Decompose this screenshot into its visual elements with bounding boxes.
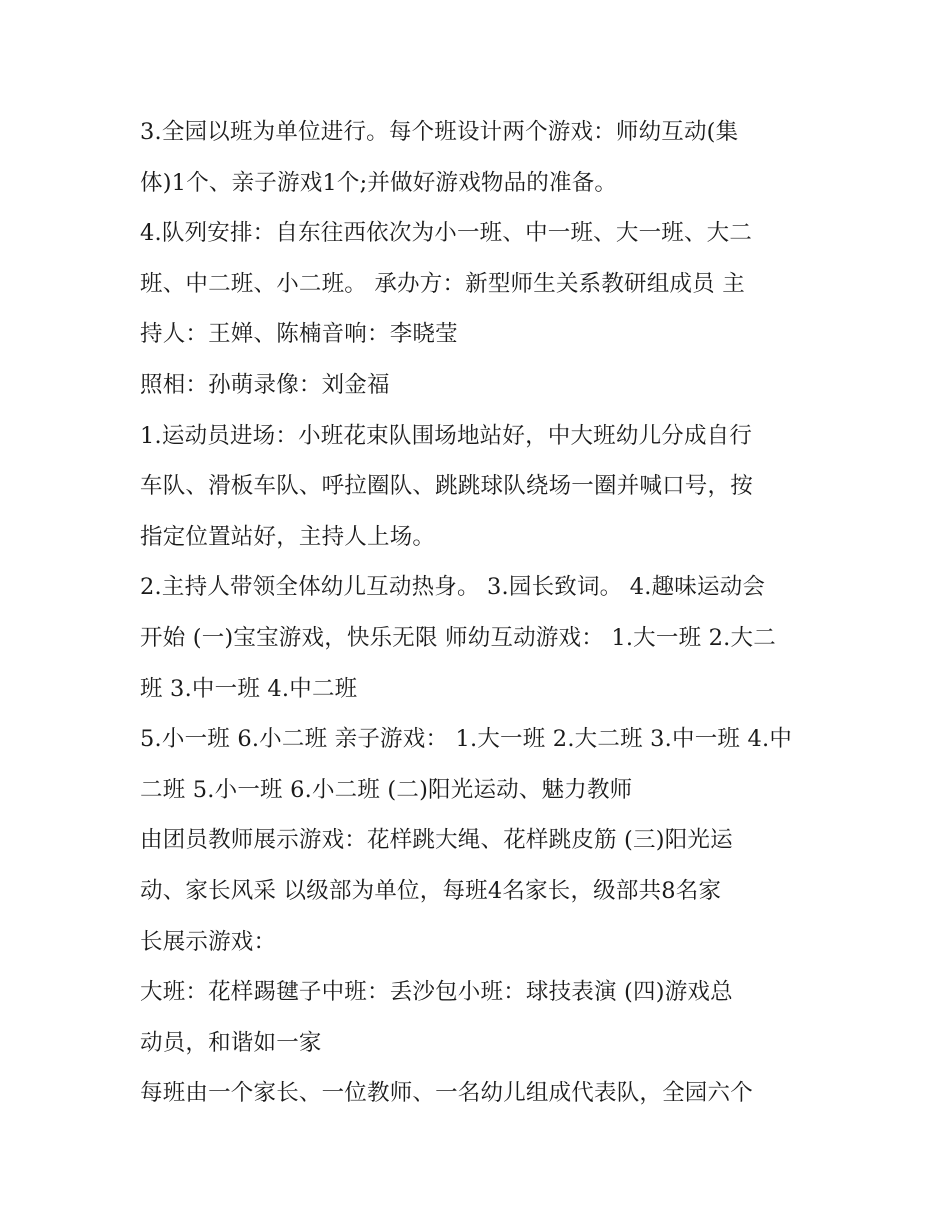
text-line: 1.运动员进场：小班花束队围场地站好，中大班幼儿分成自行 [140,422,753,449]
text-line: 每班由一个家长、一位教师、一名幼儿组成代表队，全园六个 [140,1080,753,1107]
text-line: 二班 5.小一班 6.小二班 (二)阳光运动、魅力教师 [140,776,633,803]
text-line: 动员，和谐如一家 [140,1029,322,1056]
text-line: 长展示游戏： [140,928,277,955]
text-line: 2.主持人带领全体幼儿互动热身。 3.园长致词。 4.趣味运动会 [140,574,766,601]
text-line: 由团员教师展示游戏：花样跳大绳、花样跳皮筋 (三)阳光运 [140,827,733,854]
text-line: 4.队列安排：自东往西依次为小一班、中一班、大一班、大二 [140,220,753,247]
text-line: 班、中二班、小二班。 承办方：新型师生关系教研组成员 主 [140,270,745,297]
text-line: 车队、滑板车队、呼拉圈队、跳跳球队绕场一圈并喊口号，按 [140,473,753,500]
text-line: 5.小一班 6.小二班 亲子游戏： 1.大一班 2.大二班 3.中一班 4.中 [140,726,793,753]
text-line: 动、家长风采 以级部为单位，每班4名家长，级部共8名家 [140,877,722,904]
text-line: 照相：孙萌录像：刘金福 [140,371,390,398]
text-line: 体)1个、亲子游戏1个;并做好游戏物品的准备。 [140,169,618,196]
text-line: 3.全园以班为单位进行。每个班设计两个游戏：师幼互动(集 [140,119,739,145]
text-line: 大班：花样踢毽子中班：丢沙包小班：球技表演 (四)游戏总 [140,979,733,1006]
text-line: 班 3.中一班 4.中二班 [140,675,358,702]
text-line: 开始 (一)宝宝游戏，快乐无限 师幼互动游戏： 1.大一班 2.大二 [140,624,776,651]
text-line: 指定位置站好，主持人上场。 [140,523,436,550]
text-line: 持人：王婵、陈楠音响：李晓莹 [140,321,458,348]
document-body [140,107,820,1119]
